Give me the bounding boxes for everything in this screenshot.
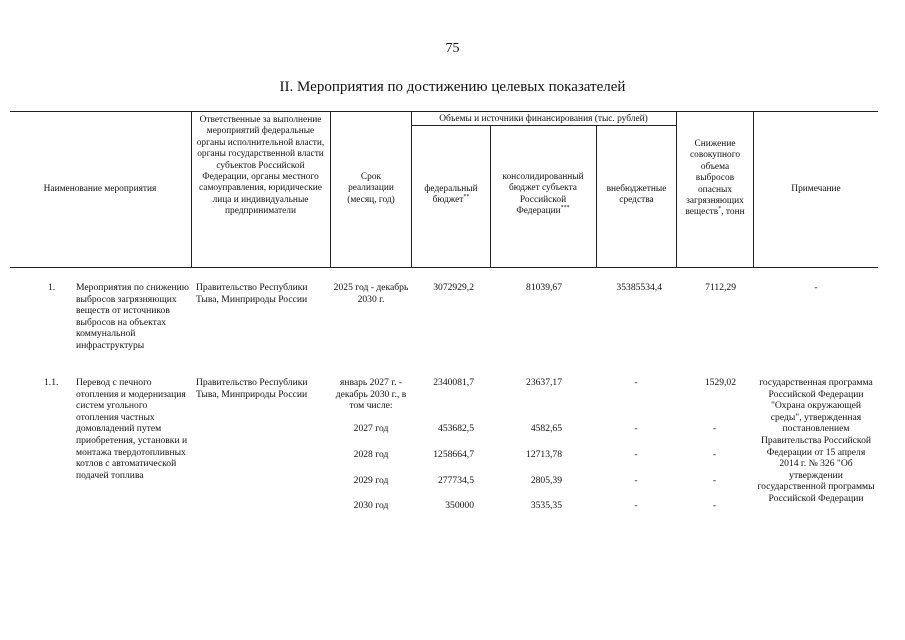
- row-period: 2025 год - декабрь 2030 г.: [333, 282, 409, 305]
- header-reduction: Снижение совокупного объема выбросов опасных загрязняющих веществ*, тонн: [685, 139, 745, 218]
- subrow-reduction: -: [712, 423, 717, 434]
- row-name: Перевод с печного отопления и модернизация систем угольного отопления частных домовладений путем приобретения, установки и монтажа твердотопливных котлов с автоматической подачей топлива: [76, 377, 188, 481]
- row-note: -: [814, 282, 818, 293]
- header-extrabudget: внебюджетные средства: [606, 184, 667, 206]
- column-divider: [411, 111, 412, 267]
- row-number: 1.1.: [44, 377, 59, 388]
- header-responsible: Ответственные за выполнение мероприятий федеральные органы исполнительной власти, органы государственной власти субъектов Российской Федерации, органы местного самоуправления, юридические лица и индивидуальные предприниматели: [196, 115, 325, 217]
- header-bottom-border: [10, 267, 878, 268]
- subrow-reduction: -: [712, 475, 717, 486]
- page-number: 75: [445, 41, 460, 56]
- subrow-federal: 277734,5: [438, 475, 474, 486]
- row-responsible: Правительство Республики Тыва, Минприроды России: [196, 377, 308, 400]
- subrow-period: 2028 год: [353, 449, 389, 460]
- row-number: 1.: [48, 282, 56, 293]
- column-divider: [596, 125, 597, 267]
- row-reduction: 7112,29: [705, 282, 736, 293]
- column-divider: [191, 111, 192, 267]
- header-name: Наименование мероприятия: [43, 184, 157, 194]
- subrow-regional: 4582,65: [530, 423, 562, 434]
- column-divider: [676, 111, 677, 267]
- section-title: II. Мероприятия по достижению целевых показателей: [279, 79, 626, 95]
- subrow-regional: 2805,39: [530, 475, 562, 486]
- footnote-mark: ***: [560, 205, 570, 212]
- row-reduction: 1529,02: [704, 377, 736, 388]
- subrow-extrabudget: -: [634, 475, 638, 486]
- header-financing-group: Объемы и источники финансирования (тыс. рублей): [439, 114, 648, 124]
- subrow-regional: 3535,35: [530, 500, 562, 511]
- subrow-federal: 350000: [445, 500, 474, 511]
- row-federal: 2340081,7: [433, 377, 474, 388]
- footnote-mark: **: [463, 194, 470, 201]
- subrow-federal: 453682,5: [438, 423, 474, 434]
- row-regional: 81039,67: [526, 282, 562, 293]
- row-note: государственная программа Российской Федерации "Охрана окружающей среды", утвержденная постановлением Правительства Российской Федерации от 15 апреля 2014 г. № 326 "Об утверждении государственной программы Российской Федерации: [757, 377, 875, 504]
- subrow-reduction: -: [712, 449, 717, 460]
- column-divider: [490, 125, 491, 267]
- header-regional: консолидированный бюджет субъекта Российской Федерации***: [502, 172, 584, 217]
- row-extrabudget: -: [634, 377, 638, 388]
- subrow-period: 2030 год: [353, 500, 389, 511]
- header-federal: федеральный бюджет**: [424, 184, 478, 206]
- row-federal: 3072929,2: [433, 282, 474, 293]
- column-divider: [753, 111, 754, 267]
- subrow-extrabudget: -: [634, 423, 638, 434]
- column-divider: [330, 111, 331, 267]
- subrow-extrabudget: -: [634, 500, 638, 511]
- row-extrabudget: 35385534,4: [616, 282, 662, 293]
- subrow-federal: 1258664,7: [433, 449, 474, 460]
- header-note: Примечание: [791, 184, 841, 194]
- footnote-mark: *: [718, 206, 722, 213]
- subrow-regional: 12713,78: [526, 449, 562, 460]
- header-period: Срок реализации (месяц, год): [347, 172, 395, 205]
- subrow-period: 2027 год: [353, 423, 389, 434]
- row-responsible: Правительство Республики Тыва, Минприроды России: [196, 282, 308, 305]
- row-name: Мероприятия по снижению выбросов загрязняющих веществ от источников выбросов на объектах коммунальной инфраструктуры: [76, 282, 189, 351]
- subrow-period: 2029 год: [353, 475, 389, 486]
- row-regional: 23637,17: [526, 377, 562, 388]
- subrow-reduction: -: [712, 500, 717, 511]
- row-period: январь 2027 г. - декабрь 2030 г., в том числе:: [335, 377, 407, 412]
- table-top-border: [10, 111, 878, 112]
- subrow-extrabudget: -: [634, 449, 638, 460]
